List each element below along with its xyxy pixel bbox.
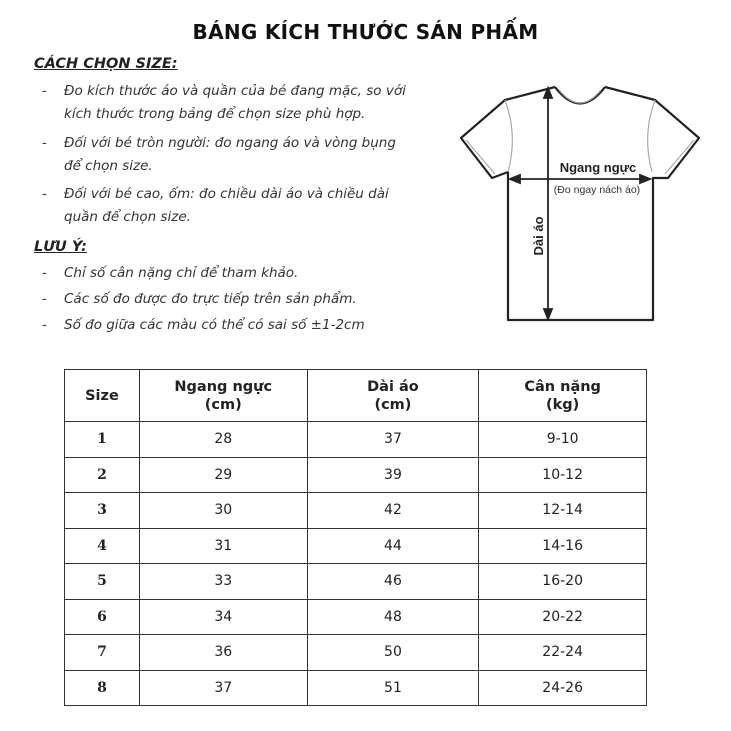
table-row [65, 599, 647, 635]
cell-chest: 29 [139, 457, 307, 493]
cell-length: 44 [307, 528, 479, 564]
cell-length: 39 [307, 457, 479, 493]
cell-length: 37 [307, 422, 479, 458]
how-to-choose-item: - Đối với bé tròn người: đo ngang áo và vòng bụng để chọn size. [42, 132, 396, 178]
cell-weight: 24-26 [479, 670, 647, 706]
how-to-choose-item: - Đo kích thước áo và quần của bé đang mặc, so với kích thước trong bảng để chọn size phù hợp. [42, 80, 406, 126]
cell-size: 6 [65, 599, 140, 635]
chest-label: Ngang ngực [559, 160, 637, 175]
cell-chest: 28 [139, 422, 307, 458]
cell-length: 42 [307, 493, 479, 529]
dash-bullet-icon: - [42, 265, 47, 281]
cell-size: 5 [65, 564, 140, 600]
table-row [65, 670, 647, 706]
cell-size: 2 [65, 457, 140, 493]
cell-weight: 10-12 [479, 457, 647, 493]
dash-bullet-icon: - [42, 291, 47, 307]
cell-length: 48 [307, 599, 479, 635]
notes-heading: LƯU Ý: [34, 239, 87, 255]
cell-weight: 20-22 [479, 599, 647, 635]
table-row [65, 564, 647, 600]
cell-weight: 16-20 [479, 564, 647, 600]
header-length: Dài áo (cm) [307, 370, 479, 422]
table-row [65, 528, 647, 564]
how-to-choose-heading: CÁCH CHỌN SIZE: [34, 56, 178, 72]
cell-weight: 14-16 [479, 528, 647, 564]
cell-size: 1 [65, 422, 140, 458]
table-row [65, 457, 647, 493]
cell-size: 3 [65, 493, 140, 529]
cell-weight: 9-10 [479, 422, 647, 458]
dash-bullet-icon: - [42, 186, 47, 202]
tshirt-outline-icon [461, 87, 699, 320]
length-label: Dài áo [531, 216, 546, 256]
cell-chest: 31 [139, 528, 307, 564]
chest-arrow-icon [510, 175, 650, 183]
table-header-row [65, 370, 647, 422]
cell-chest: 37 [139, 670, 307, 706]
cell-length: 50 [307, 635, 479, 671]
table-row [65, 422, 647, 458]
cell-size: 4 [65, 528, 140, 564]
page-title: BÁNG KÍCH THƯỚC SÁN PHẤM [192, 20, 539, 44]
note-item: - Các số đo được đo trực tiếp trên sản phẩm. [42, 288, 357, 311]
size-table [64, 369, 647, 706]
dash-bullet-icon: - [42, 83, 47, 99]
header-size: Size [65, 370, 140, 422]
cell-size: 8 [65, 670, 140, 706]
cell-chest: 36 [139, 635, 307, 671]
cell-size: 7 [65, 635, 140, 671]
table-row [65, 635, 647, 671]
cell-chest: 33 [139, 564, 307, 600]
note-item: - Số đo giữa các màu có thể có sai số ±1-2cm [42, 314, 365, 337]
cell-weight: 22-24 [479, 635, 647, 671]
note-item: - Chỉ số cân nặng chỉ để tham khảo. [42, 262, 298, 285]
cell-chest: 30 [139, 493, 307, 529]
cell-chest: 34 [139, 599, 307, 635]
header-chest: Ngang ngực (cm) [139, 370, 307, 422]
cell-weight: 12-14 [479, 493, 647, 529]
dash-bullet-icon: - [42, 135, 47, 151]
chest-sublabel: (Đo ngay nách áo) [553, 184, 641, 196]
header-weight: Cân nặng (kg) [479, 370, 647, 422]
how-to-choose-item: - Đối với bé cao, ốm: đo chiều dài áo và chiều dài quần để chọn size. [42, 183, 389, 229]
dash-bullet-icon: - [42, 317, 47, 333]
table-row [65, 493, 647, 529]
cell-length: 46 [307, 564, 479, 600]
cell-length: 51 [307, 670, 479, 706]
length-arrow-icon [544, 88, 552, 319]
